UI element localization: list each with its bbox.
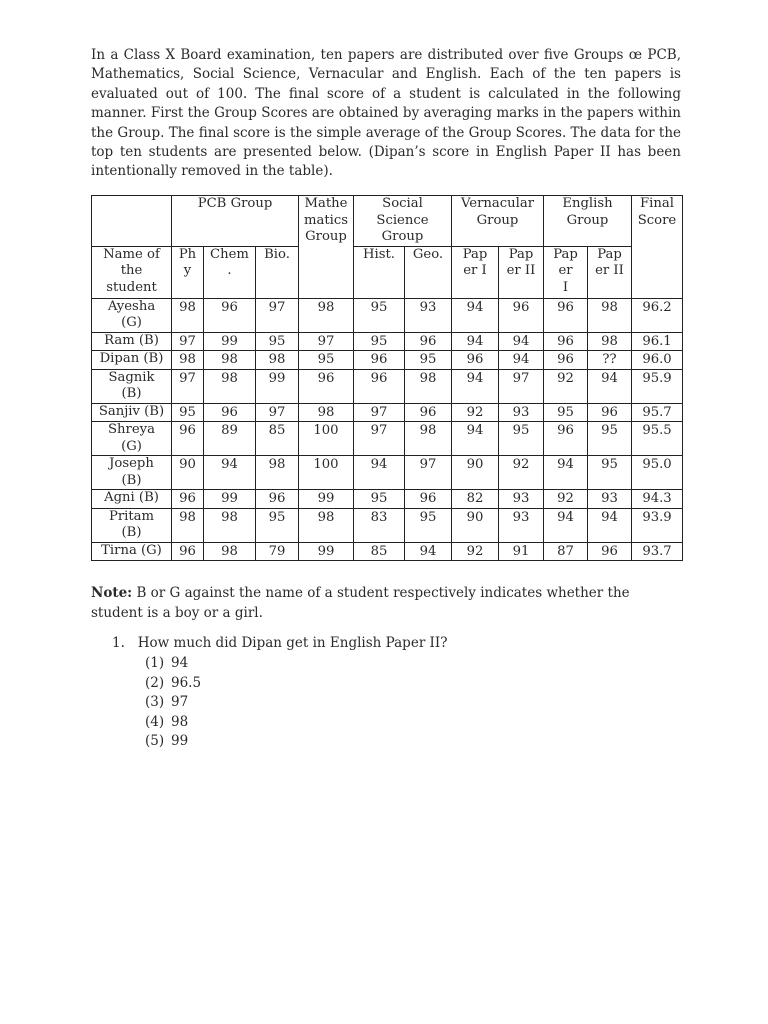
biology-cell: 99 <box>256 369 299 403</box>
mathematics-cell: 100 <box>299 422 354 456</box>
chemistry-cell: 96 <box>204 298 256 332</box>
student-name-cell: Dipan (B) <box>92 351 172 370</box>
geography-cell: 96 <box>405 332 452 351</box>
physics-cell: 96 <box>172 490 204 509</box>
english-paper-1-cell: 92 <box>544 369 588 403</box>
chemistry-cell: 94 <box>204 456 256 490</box>
english-paper-2-cell: 98 <box>588 298 632 332</box>
english-paper-2-cell: 94 <box>588 508 632 542</box>
student-name-cell: Joseph (B) <box>92 456 172 490</box>
table-row <box>92 422 683 456</box>
vernacular-paper-1-cell: 92 <box>452 403 499 422</box>
table-row <box>92 351 683 370</box>
answer-options <box>145 654 201 752</box>
vernacular-paper-1-cell: 94 <box>452 422 499 456</box>
english-paper-1-cell: 94 <box>544 456 588 490</box>
header-blank <box>92 196 172 247</box>
geography-cell: 94 <box>405 542 452 561</box>
option-value: 97 <box>171 694 189 710</box>
english-paper-1-cell: 95 <box>544 403 588 422</box>
geography-cell: 97 <box>405 456 452 490</box>
physics-cell: 95 <box>172 403 204 422</box>
physics-cell: 96 <box>172 422 204 456</box>
question-number: 1. <box>112 635 125 651</box>
final-score-cell: 96.0 <box>632 351 683 370</box>
geography-cell: 96 <box>405 490 452 509</box>
english-paper-2-cell: 98 <box>588 332 632 351</box>
table-row <box>92 403 683 422</box>
biology-cell: 95 <box>256 332 299 351</box>
vernacular-paper-1-cell: 94 <box>452 369 499 403</box>
scores-table <box>91 195 683 561</box>
question-1 <box>112 634 447 654</box>
vernacular-paper-2-cell: 92 <box>499 456 544 490</box>
student-name-cell: Ram (B) <box>92 332 172 351</box>
student-name-cell: Shreya (G) <box>92 422 172 456</box>
final-score-cell: 95.5 <box>632 422 683 456</box>
final-score-cell: 93.7 <box>632 542 683 561</box>
physics-cell: 97 <box>172 369 204 403</box>
history-cell: 97 <box>354 422 405 456</box>
header-english-group: English Group <box>544 196 632 247</box>
chemistry-cell: 99 <box>204 332 256 351</box>
geography-cell: 98 <box>405 422 452 456</box>
mathematics-cell: 98 <box>299 508 354 542</box>
option-value: 94 <box>171 655 189 671</box>
student-name-cell: Sagnik (B) <box>92 369 172 403</box>
final-score-cell: 93.9 <box>632 508 683 542</box>
sub-header-row <box>92 246 683 298</box>
physics-cell: 98 <box>172 298 204 332</box>
chemistry-cell: 98 <box>204 369 256 403</box>
option-number: (5) <box>145 733 165 749</box>
mathematics-cell: 99 <box>299 490 354 509</box>
physics-cell: 98 <box>172 508 204 542</box>
answer-option <box>145 693 201 713</box>
table-row <box>92 298 683 332</box>
english-paper-1-cell: 96 <box>544 422 588 456</box>
physics-cell: 90 <box>172 456 204 490</box>
header-math-group: Mathe matics Group <box>299 196 354 299</box>
history-cell: 85 <box>354 542 405 561</box>
vernacular-paper-1-cell: 92 <box>452 542 499 561</box>
answer-option <box>145 654 201 674</box>
english-paper-1-cell: 96 <box>544 351 588 370</box>
answer-option <box>145 732 201 752</box>
mathematics-cell: 100 <box>299 456 354 490</box>
english-paper-2-cell: 96 <box>588 403 632 422</box>
biology-cell: 98 <box>256 456 299 490</box>
chemistry-cell: 96 <box>204 403 256 422</box>
english-paper-1-cell: 96 <box>544 332 588 351</box>
header-vernacular-paper-1: Pap er I <box>452 246 499 298</box>
geography-cell: 95 <box>405 351 452 370</box>
vernacular-paper-2-cell: 93 <box>499 403 544 422</box>
vernacular-paper-2-cell: 91 <box>499 542 544 561</box>
vernacular-paper-2-cell: 93 <box>499 508 544 542</box>
history-cell: 94 <box>354 456 405 490</box>
biology-cell: 95 <box>256 508 299 542</box>
option-value: 96.5 <box>171 674 202 691</box>
final-score-cell: 95.7 <box>632 403 683 422</box>
biology-cell: 98 <box>256 351 299 370</box>
table-row <box>92 456 683 490</box>
header-final-score: Final Score <box>632 196 683 299</box>
vernacular-paper-1-cell: 82 <box>452 490 499 509</box>
vernacular-paper-2-cell: 95 <box>499 422 544 456</box>
vernacular-paper-2-cell: 96 <box>499 298 544 332</box>
header-chemistry: Chem . <box>204 246 256 298</box>
table-row <box>92 369 683 403</box>
note-label: Note: <box>91 585 133 601</box>
english-paper-1-cell: 94 <box>544 508 588 542</box>
english-paper-2-cell: 94 <box>588 369 632 403</box>
header-history: Hist. <box>354 246 405 298</box>
option-number: (3) <box>145 694 165 710</box>
header-student-name: Name of the student <box>92 246 172 298</box>
note-text: B or G against the name of a student respectively indicates whether the student is a boy or a girl. <box>91 585 630 621</box>
mathematics-cell: 97 <box>299 332 354 351</box>
final-score-cell: 96.1 <box>632 332 683 351</box>
biology-cell: 85 <box>256 422 299 456</box>
english-paper-2-cell: 93 <box>588 490 632 509</box>
english-paper-1-cell: 87 <box>544 542 588 561</box>
physics-cell: 97 <box>172 332 204 351</box>
physics-cell: 98 <box>172 351 204 370</box>
history-cell: 95 <box>354 332 405 351</box>
english-paper-1-cell: 92 <box>544 490 588 509</box>
answer-option <box>145 713 201 733</box>
history-cell: 96 <box>354 351 405 370</box>
geography-cell: 98 <box>405 369 452 403</box>
option-value: 98 <box>171 713 189 730</box>
mathematics-cell: 99 <box>299 542 354 561</box>
header-pcb-group: PCB Group <box>172 196 299 247</box>
final-score-cell: 96.2 <box>632 298 683 332</box>
english-paper-2-cell: ?? <box>588 351 632 370</box>
chemistry-cell: 98 <box>204 542 256 561</box>
chemistry-cell: 98 <box>204 508 256 542</box>
history-cell: 95 <box>354 298 405 332</box>
header-physics: Ph y <box>172 246 204 298</box>
table-row <box>92 332 683 351</box>
option-number: (2) <box>145 674 165 691</box>
vernacular-paper-1-cell: 90 <box>452 508 499 542</box>
header-english-paper-1: Pap er I <box>544 246 588 298</box>
mathematics-cell: 96 <box>299 369 354 403</box>
physics-cell: 96 <box>172 542 204 561</box>
vernacular-paper-2-cell: 94 <box>499 332 544 351</box>
geography-cell: 96 <box>405 403 452 422</box>
group-header-row <box>92 196 683 247</box>
student-name-cell: Ayesha (G) <box>92 298 172 332</box>
vernacular-paper-1-cell: 94 <box>452 298 499 332</box>
final-score-cell: 95.9 <box>632 369 683 403</box>
biology-cell: 97 <box>256 298 299 332</box>
student-name-cell: Tirna (G) <box>92 542 172 561</box>
option-value: 99 <box>171 733 189 749</box>
option-number: (4) <box>145 713 165 730</box>
english-paper-2-cell: 96 <box>588 542 632 561</box>
header-social-group: Social Science Group <box>354 196 452 247</box>
question-text: How much did Dipan get in English Paper II? <box>137 635 448 651</box>
history-cell: 83 <box>354 508 405 542</box>
vernacular-paper-1-cell: 90 <box>452 456 499 490</box>
header-biology: Bio. <box>256 246 299 298</box>
biology-cell: 79 <box>256 542 299 561</box>
geography-cell: 93 <box>405 298 452 332</box>
mathematics-cell: 98 <box>299 298 354 332</box>
student-name-cell: Sanjiv (B) <box>92 403 172 422</box>
history-cell: 97 <box>354 403 405 422</box>
chemistry-cell: 98 <box>204 351 256 370</box>
answer-option <box>145 674 201 694</box>
student-name-cell: Agni (B) <box>92 490 172 509</box>
biology-cell: 96 <box>256 490 299 509</box>
mathematics-cell: 95 <box>299 351 354 370</box>
biology-cell: 97 <box>256 403 299 422</box>
history-cell: 96 <box>354 369 405 403</box>
table-row <box>92 542 683 561</box>
header-vernacular-paper-2: Pap er II <box>499 246 544 298</box>
vernacular-paper-2-cell: 93 <box>499 490 544 509</box>
final-score-cell: 95.0 <box>632 456 683 490</box>
english-paper-2-cell: 95 <box>588 456 632 490</box>
table-row <box>92 490 683 509</box>
table-row <box>92 508 683 542</box>
final-score-cell: 94.3 <box>632 490 683 509</box>
mathematics-cell: 98 <box>299 403 354 422</box>
header-geography: Geo. <box>405 246 452 298</box>
note-paragraph <box>91 583 681 623</box>
option-number: (1) <box>145 655 165 671</box>
intro-paragraph: In a Class X Board examination, ten papers are distributed over five Groups œ PCB, Mathematics, Social Science, Vernacular and English. Each of the ten papers is evaluated out of 100. The final score of a student is calculated in the following manner. First the Group Scores are obtained by averaging marks in the papers within the Group. The final score is the simple average of the Group Scores. The data for the top ten students are presented below. (Dipan’s score in English Paper II has been intentionally removed in the table). <box>91 47 681 180</box>
chemistry-cell: 99 <box>204 490 256 509</box>
vernacular-paper-1-cell: 94 <box>452 332 499 351</box>
vernacular-paper-2-cell: 94 <box>499 351 544 370</box>
header-vernacular-group: Vernacular Group <box>452 196 544 247</box>
geography-cell: 95 <box>405 508 452 542</box>
vernacular-paper-1-cell: 96 <box>452 351 499 370</box>
chemistry-cell: 89 <box>204 422 256 456</box>
header-english-paper-2: Pap er II <box>588 246 632 298</box>
english-paper-2-cell: 95 <box>588 422 632 456</box>
english-paper-1-cell: 96 <box>544 298 588 332</box>
vernacular-paper-2-cell: 97 <box>499 369 544 403</box>
student-name-cell: Pritam (B) <box>92 508 172 542</box>
history-cell: 95 <box>354 490 405 509</box>
